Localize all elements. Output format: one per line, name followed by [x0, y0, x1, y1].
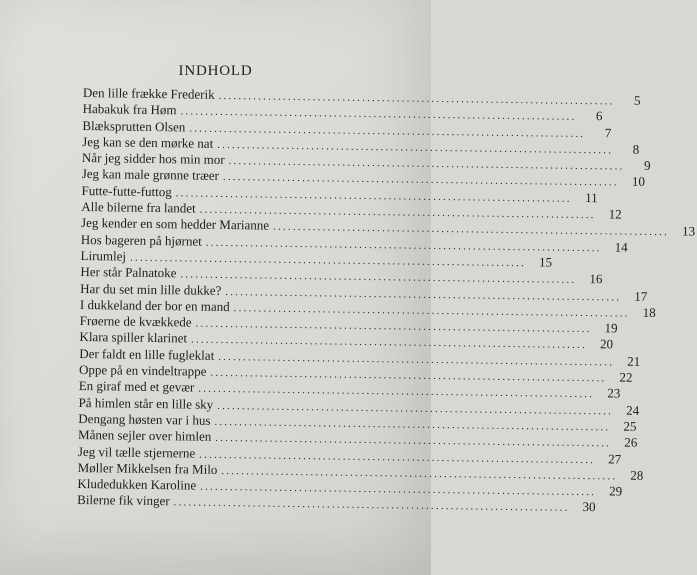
toc-entry-page: 8 [632, 141, 640, 157]
toc-entry-page: 13 [681, 223, 696, 239]
toc-entry-title: Futte-futte-futtog [81, 182, 172, 200]
toc-entry-page: 19 [604, 320, 618, 336]
toc-dot-leader: ................................................................................ [175, 187, 572, 205]
toc-dot-leader: ................................................................................ [180, 268, 577, 287]
toc-dot-leader: ................................................................................ [217, 138, 614, 157]
toc-entry-page: 6 [595, 108, 603, 124]
toc-dot-leader: ................................................................................ [225, 285, 622, 304]
toc-entry-title: Jeg kender en som hedder Marianne [80, 215, 270, 233]
page-title: INDHOLD [178, 63, 253, 79]
toc-dot-leader: ................................................................................ [180, 105, 577, 124]
toc-entry-page: 14 [614, 239, 628, 255]
toc-entry-title: Møller Mikkelsen fra Milo [77, 459, 218, 477]
toc-entry-page: 21 [627, 353, 641, 369]
toc-dot-leader: ................................................................................ [228, 155, 625, 173]
toc-dot-leader: ................................................................................ [217, 399, 614, 418]
toc-dot-leader: ................................................................................ [218, 350, 615, 369]
toc-entry-title: Jeg vil tælle stjernerne [77, 443, 196, 461]
toc-entry-page: 11 [585, 189, 598, 205]
toc-entry [77, 492, 596, 515]
toc-entry-title: Der faldt en lille fugleklat [79, 345, 215, 363]
toc-dot-leader: ................................................................................ [189, 122, 586, 140]
toc-entry-page: 10 [631, 174, 645, 190]
toc-entry-title: På himlen står en lille sky [78, 394, 214, 412]
toc-dot-leader: ................................................................................ [190, 333, 588, 352]
toc-entry-page: 22 [619, 369, 633, 385]
toc-dot-leader: ................................................................................ [205, 236, 602, 254]
toc-dot-leader: ................................................................................ [221, 464, 618, 483]
toc-entry-title: Habakuk fra Høm [82, 101, 177, 118]
toc-entry-page: 27 [608, 450, 622, 467]
toc-entry-title: Jeg kan male grønne træer [81, 166, 220, 184]
toc-entry-title: Frøerne de kvækkede [79, 313, 192, 330]
toc-entry-page: 9 [643, 158, 651, 174]
toc-dot-leader: ................................................................................ [198, 382, 595, 401]
toc-dot-leader: ................................................................................ [214, 415, 611, 434]
toc-dot-leader: ................................................................................ [222, 171, 619, 189]
toc-entry-page: 17 [634, 288, 648, 304]
toc-dot-leader: ................................................................................ [218, 89, 615, 108]
toc-dot-leader: ................................................................................ [273, 221, 670, 239]
toc-dot-leader: ................................................................................ [195, 317, 592, 336]
toc-entry-title: Bilerne fik vinger [77, 492, 170, 509]
toc-entry-page: 15 [538, 254, 553, 270]
table-of-contents [77, 85, 696, 515]
toc-entry-title: Oppe på en vindeltrappe [78, 362, 207, 379]
toc-entry-page: 18 [642, 304, 656, 320]
toc-entry-page: 29 [609, 483, 623, 499]
toc-entry-title: Alle bilerne fra landet [81, 199, 196, 216]
toc-entry-title: Har du set min lille dukke? [80, 280, 222, 298]
toc-dot-leader: ................................................................................ [210, 366, 607, 385]
toc-entry-title: Dengang høsten var i hus [78, 410, 211, 428]
toc-entry-page: 16 [589, 271, 603, 287]
toc-dot-leader: ................................................................................ [130, 251, 527, 270]
toc-entry-title: Når jeg sidder hos min mor [81, 150, 225, 168]
toc-dot-leader: ................................................................................ [233, 301, 630, 320]
toc-entry-title: I dukkeland der bor en mand [79, 296, 230, 314]
toc-entry-title: En giraf med et gevær [78, 378, 195, 395]
toc-dot-leader: ................................................................................ [173, 496, 570, 515]
toc-entry-page: 23 [607, 385, 621, 401]
toc-entry-page: 20 [599, 336, 614, 352]
toc-entry-title: Månen sejler over himlen [78, 427, 212, 445]
toc-entry-page: 28 [630, 467, 644, 483]
toc-entry-page: 7 [604, 124, 612, 140]
toc-entry-title: Hos bageren på hjørnet [80, 231, 202, 249]
toc-entry-page: 12 [608, 206, 622, 222]
toc-entry-title: Jeg kan se den mørke nat [82, 133, 214, 151]
toc-dot-leader: ................................................................................ [199, 203, 596, 222]
toc-entry-page: 25 [623, 418, 637, 434]
toc-dot-leader: ................................................................................ [200, 480, 597, 499]
toc-entry-title: Klara spiller klarinet [79, 329, 188, 346]
toc-dot-leader: ................................................................................ [199, 448, 596, 466]
toc-entry-page: 26 [624, 434, 638, 451]
toc-entry-title: Den lille frække Frederik [82, 85, 215, 102]
toc-entry-title: Lirumlej [80, 247, 127, 264]
toc-entry-title: Kludedukken Karoline [77, 476, 197, 493]
toc-entry-title: Blæksprutten Olsen [82, 117, 186, 135]
toc-entry-page: 24 [626, 402, 640, 418]
toc-entry-page: 30 [582, 499, 596, 515]
toc-entry-page: 5 [634, 92, 641, 108]
toc-dot-leader: ................................................................................ [215, 432, 612, 450]
toc-entry-title: Her står Palnatoke [80, 264, 177, 281]
